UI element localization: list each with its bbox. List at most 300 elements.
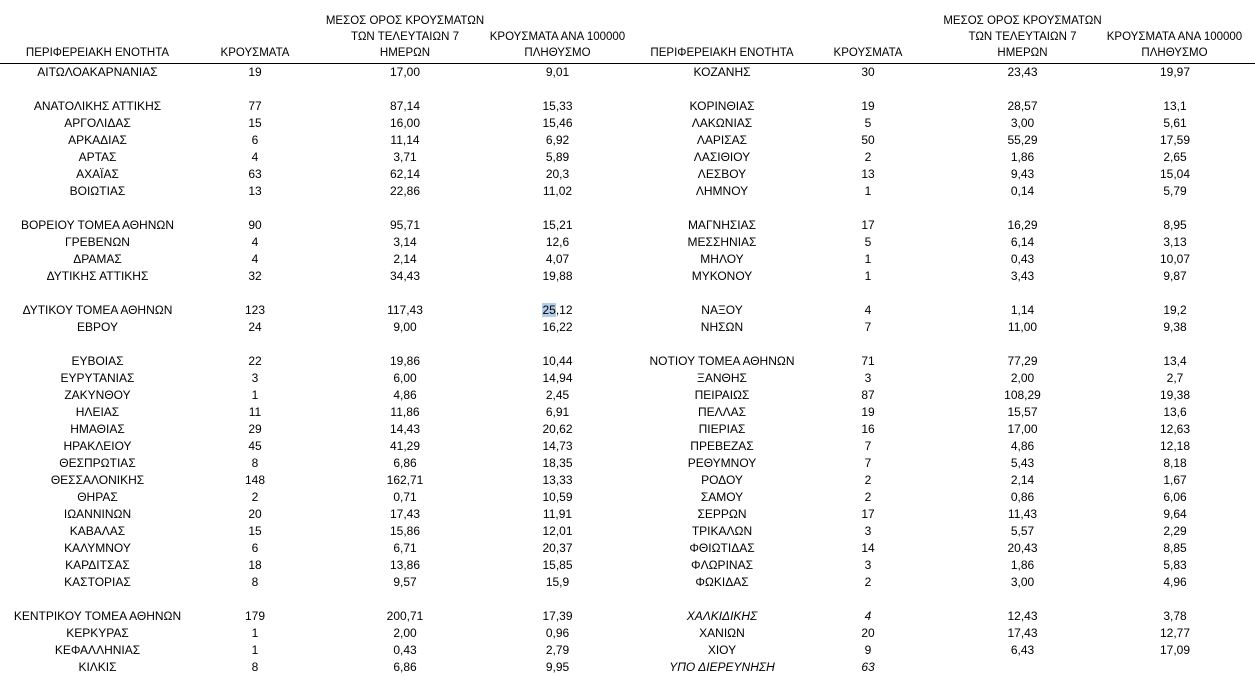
cell-per100k-right[interactable]: 8,95: [1163, 218, 1187, 232]
cell-cases-left[interactable]: 148: [244, 473, 266, 487]
cell-per100k-right[interactable]: 1,67: [1163, 473, 1187, 487]
table-row: [0, 64, 1255, 81]
cell-per100k-left[interactable]: 2,45: [545, 388, 570, 402]
cell-region-left[interactable]: ΘΕΣΠΡΩΤΙΑΣ: [59, 456, 136, 470]
cell-avg-left[interactable]: 11,14: [390, 133, 420, 147]
header-avg-line3: ΗΜΕΡΩΝ: [997, 47, 1048, 59]
cell-per100k-left[interactable]: 14,94: [542, 371, 573, 385]
cell-region-right[interactable]: ΡΟΔΟΥ: [701, 473, 743, 487]
cell-region-right[interactable]: ΠΕΛΛΑΣ: [697, 405, 747, 419]
table-row: [0, 268, 1255, 285]
cell-cases-left[interactable]: 18: [248, 558, 262, 572]
cell-region-right[interactable]: ΛΑΡΙΣΑΣ: [696, 133, 748, 147]
cell-region-left[interactable]: ΓΡΕΒΕΝΩΝ: [65, 235, 130, 249]
cell-per100k-left[interactable]: 20,3: [545, 167, 570, 181]
cell-cases-right[interactable]: 1: [864, 184, 872, 198]
table-row: [0, 387, 1255, 404]
cell-region-right[interactable]: ΦΛΩΡΙΝΑΣ: [691, 558, 753, 572]
cell-per100k-right[interactable]: 19,2: [1163, 303, 1187, 317]
cell-per100k-left[interactable]: 0,96: [545, 626, 570, 640]
cell-region-right[interactable]: ΧΑΝΙΩΝ: [699, 626, 745, 640]
cell-region-left[interactable]: ΚΑΡΔΙΤΣΑΣ: [65, 558, 130, 572]
cell-cases-right[interactable]: 3: [864, 371, 872, 385]
cell-region-right[interactable]: ΚΟΡΙΝΘΙΑΣ: [689, 99, 755, 113]
header-avg-line2: ΤΩΝ ΤΕΛΕΥΤΑΙΩΝ 7: [351, 31, 459, 43]
cell-region-left[interactable]: ΘΕΣΣΑΛΟΝΙΚΗΣ: [50, 473, 145, 487]
table-header: [0, 13, 1255, 63]
cell-cases-left[interactable]: 179: [244, 609, 266, 623]
cell-avg-left[interactable]: 11,86: [390, 405, 420, 419]
cell-cases-left[interactable]: 4: [251, 235, 259, 249]
cell-region-left[interactable]: ΚΑΛΥΜΝΟΥ: [64, 541, 131, 555]
cell-per100k-left[interactable]: 4,07: [545, 252, 570, 266]
cell-avg-right[interactable]: 17,43: [1007, 626, 1038, 640]
cell-avg-left[interactable]: 17,00: [389, 65, 421, 79]
cell-per100k-right[interactable]: 13,6: [1163, 405, 1187, 419]
cell-cases-right[interactable]: 5: [864, 116, 872, 130]
cell-region-right[interactable]: ΝΗΣΩΝ: [700, 320, 744, 334]
cell-per100k-right[interactable]: 5,61: [1163, 116, 1187, 130]
cell-avg-right[interactable]: 9,43: [1010, 167, 1035, 181]
cell-avg-left[interactable]: 3,14: [393, 235, 417, 249]
cell-region-right[interactable]: ΛΕΣΒΟΥ: [697, 167, 747, 181]
table-row: [0, 523, 1255, 540]
table-row: [0, 319, 1255, 336]
cell-avg-left[interactable]: 6,86: [393, 660, 417, 674]
cell-per100k-right[interactable]: 9,87: [1163, 269, 1187, 283]
cell-avg-left[interactable]: 162,71: [386, 473, 424, 487]
cell-per100k-left[interactable]: 14,73: [542, 439, 573, 453]
cell-cases-left[interactable]: 15: [248, 524, 262, 538]
cell-avg-left[interactable]: 0,71: [393, 490, 417, 504]
cell-region-right[interactable]: ΛΑΣΙΘΙΟΥ: [693, 150, 751, 164]
cell-per100k-left[interactable]: 16,22: [542, 320, 573, 334]
cell-per100k-right[interactable]: 13,1: [1163, 99, 1187, 113]
cell-avg-right[interactable]: 55,29: [1007, 133, 1038, 147]
cell-cases-right[interactable]: 7: [864, 320, 872, 334]
cell-region-left[interactable]: ΒΟΡΕΙΟΥ ΤΟΜΕΑ ΑΘΗΝΩΝ: [20, 218, 175, 232]
cell-per100k-left[interactable]: 6,91: [545, 405, 570, 419]
cell-avg-right[interactable]: 11,00: [1007, 320, 1038, 334]
cell-per100k-left[interactable]: 20,37: [542, 541, 573, 555]
cell-per100k-left[interactable]: 10,44: [542, 354, 573, 368]
table-row: [0, 438, 1255, 455]
cell-region-right[interactable]: ΜΗΛΟΥ: [700, 252, 744, 266]
cell-region-left[interactable]: ΔΥΤΙΚΗΣ ΑΤΤΙΚΗΣ: [46, 269, 149, 283]
cell-cases-left[interactable]: 1: [251, 388, 259, 402]
cell-region-left[interactable]: ΑΡΤΑΣ: [78, 150, 117, 164]
cell-region-left[interactable]: ΚΑΒΑΛΑΣ: [69, 524, 126, 538]
cell-avg-right[interactable]: 6,43: [1010, 643, 1035, 657]
cell-region-left[interactable]: ΗΡΑΚΛΕΙΟΥ: [63, 439, 132, 453]
table-row: [0, 200, 1255, 217]
cell-avg-right[interactable]: 15,57: [1007, 405, 1038, 419]
cell-region-left[interactable]: ΔΡΑΜΑΣ: [73, 252, 122, 266]
cell-region-right[interactable]: ΝΟΤΙΟΥ ΤΟΜΕΑ ΑΘΗΝΩΝ: [649, 354, 795, 368]
cell-cases-left[interactable]: 6: [251, 133, 259, 147]
cell-avg-left[interactable]: 14,43: [389, 422, 421, 436]
cell-avg-left[interactable]: 6,71: [393, 541, 417, 555]
cell-avg-left[interactable]: 95,71: [389, 218, 421, 232]
cell-avg-left[interactable]: 2,00: [393, 626, 417, 640]
cell-cases-left[interactable]: 15: [248, 116, 262, 130]
cell-avg-right[interactable]: 0,43: [1010, 252, 1035, 266]
cell-per100k-left[interactable]: 13,33: [542, 473, 573, 487]
cell-per100k-right[interactable]: 9,64: [1163, 507, 1187, 521]
cell-cases-right[interactable]: 2: [864, 473, 872, 487]
cell-region-left[interactable]: ΕΥΒΟΙΑΣ: [71, 354, 124, 368]
cell-avg-right[interactable]: 23,43: [1007, 65, 1038, 79]
cell-region-left[interactable]: ΕΥΡΥΤΑΝΙΑΣ: [60, 371, 135, 385]
table-row: [0, 302, 1255, 319]
cell-cases-right[interactable]: 1: [864, 252, 872, 266]
cell-avg-left[interactable]: 2,14: [393, 252, 417, 266]
table-row: [0, 506, 1255, 523]
header-avg-line1: ΜΕΣΟΣ ΟΡΟΣ ΚΡΟΥΣΜΑΤΩΝ: [943, 15, 1102, 27]
header-per100k-line2: ΠΛΗΘΥΣΜΟ: [524, 47, 591, 59]
header-region-right: ΠΕΡΙΦΕΡΕΙΑΚΗ ΕΝΟΤΗΤΑ: [650, 47, 794, 59]
table-row: [0, 659, 1255, 676]
cell-per100k-right[interactable]: 12,77: [1159, 626, 1191, 640]
cell-per100k-left[interactable]: 6,92: [545, 133, 570, 147]
cell-per100k-left[interactable]: 17,39: [542, 609, 573, 623]
cell-region-right[interactable]: ΝΑΞΟΥ: [701, 303, 743, 317]
cell-per100k-left[interactable]: 2,79: [545, 643, 570, 657]
table-row: [0, 489, 1255, 506]
cell-cases-right[interactable]: 87: [861, 388, 875, 402]
cell-avg-left[interactable]: 34,43: [389, 269, 421, 283]
cell-region-left[interactable]: ΗΛΕΙΑΣ: [75, 405, 120, 419]
cell-avg-left[interactable]: 15,86: [389, 524, 421, 538]
cell-region-right[interactable]: ΚΟΖΑΝΗΣ: [693, 65, 751, 79]
cell-cases-right[interactable]: 1: [864, 269, 872, 283]
cell-per100k-left[interactable]: 9,95: [545, 660, 570, 674]
cell-region-left[interactable]: ΙΩΑΝΝΙΝΩΝ: [63, 507, 132, 521]
cell-cases-left[interactable]: 4: [251, 252, 259, 266]
cell-region-left[interactable]: ΖΑΚΥΝΘΟΥ: [64, 388, 131, 402]
cell-cases-right[interactable]: 63: [861, 660, 875, 674]
cell-cases-left[interactable]: 11: [248, 405, 262, 419]
table-row: [0, 98, 1255, 115]
cell-cases-left[interactable]: 1: [251, 626, 259, 640]
table-row: [0, 234, 1255, 251]
cell-avg-right[interactable]: 77,29: [1007, 354, 1038, 368]
cell-avg-left[interactable]: 3,71: [393, 150, 417, 164]
table-row: [0, 404, 1255, 421]
cell-cases-right[interactable]: 3: [864, 524, 872, 538]
cell-per100k-right[interactable]: 12,63: [1159, 422, 1191, 436]
header-per100k-line1: ΚΡΟΥΣΜΑΤΑ ΑΝΑ 100000: [489, 31, 626, 43]
cell-cases-right[interactable]: 13: [861, 167, 875, 181]
header-avg-line1: ΜΕΣΟΣ ΟΡΟΣ ΚΡΟΥΣΜΑΤΩΝ: [325, 15, 485, 27]
cell-region-right[interactable]: ΠΙΕΡΙΑΣ: [698, 422, 746, 436]
cell-region-left[interactable]: ΘΗΡΑΣ: [77, 490, 118, 504]
cell-per100k-right[interactable]: 19,38: [1159, 388, 1191, 402]
cell-region-right[interactable]: ΛΑΚΩΝΙΑΣ: [691, 116, 753, 130]
cell-per100k-left[interactable]: 11,91: [542, 507, 573, 521]
cell-per100k-left[interactable]: 15,85: [542, 558, 573, 572]
cell-per100k-left[interactable]: 12,6: [545, 235, 570, 249]
cell-per100k-right[interactable]: 3,78: [1163, 609, 1187, 623]
table-row: [0, 642, 1255, 659]
cell-per100k-right[interactable]: 5,83: [1163, 558, 1187, 572]
cell-per100k-right[interactable]: 2,29: [1163, 524, 1187, 538]
cell-avg-left[interactable]: 0,43: [393, 643, 417, 657]
cell-per100k-left[interactable]: 12,01: [542, 524, 573, 538]
cell-avg-left[interactable]: 117,43: [387, 303, 423, 317]
cell-region-right[interactable]: ΦΘΙΩΤΙΔΑΣ: [689, 541, 755, 555]
cell-cases-left[interactable]: 29: [248, 422, 262, 436]
table-row: [0, 370, 1255, 387]
header-per100k-line1: ΚΡΟΥΣΜΑΤΑ ΑΝΑ 100000: [1106, 31, 1243, 43]
cell-cases-right[interactable]: 7: [864, 456, 872, 470]
table-row: [0, 336, 1255, 353]
cell-region-right[interactable]: ΠΕΙΡΑΙΩΣ: [694, 388, 750, 402]
cell-avg-right[interactable]: 12,43: [1007, 609, 1038, 623]
cell-per100k-left[interactable]: 20,62: [542, 422, 573, 436]
cell-region-right[interactable]: ΥΠΟ ΔΙΕΡΕΥΝΗΣΗ: [669, 660, 775, 674]
cell-per100k-right[interactable]: 2,65: [1163, 150, 1187, 164]
cell-per100k-left[interactable]: 11,02: [542, 184, 573, 198]
cell-region-left[interactable]: ΒΟΙΩΤΙΑΣ: [69, 184, 126, 198]
cell-cases-right[interactable]: 7: [864, 439, 872, 453]
cell-region-right[interactable]: ΡΕΘΥΜΝΟΥ: [687, 456, 757, 470]
cell-avg-right[interactable]: 1,86: [1010, 150, 1035, 164]
header-avg-right: [935, 13, 1110, 61]
header-avg-line3: ΗΜΕΡΩΝ: [379, 47, 431, 59]
cell-cases-left[interactable]: 8: [251, 660, 259, 674]
cell-region-left[interactable]: ΕΒΡΟΥ: [77, 320, 118, 334]
cell-cases-right[interactable]: 20: [861, 626, 875, 640]
cell-region-right[interactable]: ΜΥΚΟΝΟΥ: [691, 269, 753, 283]
cell-avg-right[interactable]: 5,57: [1010, 524, 1035, 538]
cell-region-left[interactable]: ΚΕΡΚΥΡΑΣ: [66, 626, 129, 640]
table-row: [0, 591, 1255, 608]
cell-region-left[interactable]: ΚΑΣΤΟΡΙΑΣ: [64, 575, 131, 589]
cell-avg-left[interactable]: 9,57: [393, 575, 417, 589]
cell-cases-right[interactable]: 50: [861, 133, 875, 147]
cell-avg-right[interactable]: 3,00: [1010, 116, 1035, 130]
cell-per100k-left[interactable]: 15,21: [542, 218, 573, 232]
cell-cases-left[interactable]: 22: [248, 354, 262, 368]
table-row: [0, 472, 1255, 489]
cell-cases-right[interactable]: 2: [864, 150, 872, 164]
header-per100k-right: [1092, 29, 1255, 61]
cell-avg-right[interactable]: 3,43: [1010, 269, 1035, 283]
cell-per100k-left[interactable]: 25,12: [542, 303, 573, 317]
cell-cases-right[interactable]: 2: [864, 490, 872, 504]
cell-cases-right[interactable]: 19: [861, 99, 875, 113]
cell-per100k-left[interactable]: 19,88: [542, 269, 573, 283]
cell-avg-left[interactable]: 87,14: [389, 99, 421, 113]
cell-per100k-right[interactable]: 12,18: [1159, 439, 1191, 453]
cell-cases-left[interactable]: 8: [251, 575, 259, 589]
cell-region-right[interactable]: ΤΡΙΚΑΛΩΝ: [691, 524, 753, 538]
cell-cases-left[interactable]: 19: [248, 65, 262, 79]
cell-avg-left[interactable]: 200,71: [386, 609, 424, 623]
cell-per100k-right[interactable]: 4,96: [1163, 575, 1187, 589]
cell-region-right[interactable]: ΣΕΡΡΩΝ: [697, 507, 747, 521]
cell-region-right[interactable]: ΦΩΚΙΔΑΣ: [695, 575, 749, 589]
cell-avg-right[interactable]: 2,00: [1010, 371, 1035, 385]
cell-per100k-left[interactable]: 15,46: [542, 116, 573, 130]
table-row: [0, 421, 1255, 438]
cell-avg-left[interactable]: 62,14: [389, 167, 421, 181]
cell-region-right[interactable]: ΧΑΛΚΙΔΙΚΗΣ: [686, 609, 758, 623]
cell-region-right[interactable]: ΣΑΜΟΥ: [700, 490, 744, 504]
cell-avg-right[interactable]: 5,43: [1010, 456, 1035, 470]
header-avg-line2: ΤΩΝ ΤΕΛΕΥΤΑΙΩΝ 7: [968, 31, 1077, 43]
cell-avg-right[interactable]: 16,29: [1007, 218, 1038, 232]
cell-region-left[interactable]: ΚΙΛΚΙΣ: [78, 660, 117, 674]
cell-per100k-right[interactable]: 10,07: [1159, 252, 1191, 266]
cell-avg-left[interactable]: 17,43: [389, 507, 421, 521]
cell-per100k-right[interactable]: 2,7: [1166, 371, 1184, 385]
cell-cases-left[interactable]: 90: [248, 218, 262, 232]
cell-avg-right[interactable]: 2,14: [1010, 473, 1035, 487]
cell-region-right[interactable]: ΜΕΣΣΗΝΙΑΣ: [687, 235, 757, 249]
cell-avg-left[interactable]: 6,00: [393, 371, 417, 385]
header-cases-left: ΚΡΟΥΣΜΑΤΑ: [220, 47, 290, 59]
cell-cases-right[interactable]: 9: [864, 643, 872, 657]
cell-avg-right[interactable]: 0,14: [1010, 184, 1035, 198]
cell-avg-right[interactable]: 3,00: [1010, 575, 1035, 589]
table-row: [0, 217, 1255, 234]
cell-region-right[interactable]: ΛΗΜΝΟΥ: [695, 184, 749, 198]
cell-per100k-right[interactable]: 8,85: [1163, 541, 1187, 555]
header-cases-right: ΚΡΟΥΣΜΑΤΑ: [833, 47, 903, 59]
cell-avg-right[interactable]: 108,29: [1004, 388, 1041, 402]
cell-per100k-right[interactable]: 3,13: [1163, 235, 1187, 249]
cell-region-left[interactable]: ΔΥΤΙΚΟΥ ΤΟΜΕΑ ΑΘΗΝΩΝ: [22, 303, 173, 317]
cell-avg-left[interactable]: 6,86: [393, 456, 417, 470]
cell-region-left[interactable]: ΑΡΓΟΛΙΔΑΣ: [64, 116, 131, 130]
cell-avg-right[interactable]: 17,00: [1007, 422, 1038, 436]
table-row: [0, 251, 1255, 268]
cell-cases-left[interactable]: 2: [251, 490, 259, 504]
cell-cases-left[interactable]: 63: [248, 167, 262, 181]
cell-region-right[interactable]: ΞΑΝΘΗΣ: [697, 371, 747, 385]
cell-avg-left[interactable]: 22,86: [389, 184, 421, 198]
cell-cases-right[interactable]: 16: [861, 422, 875, 436]
text-selection[interactable]: 25: [542, 303, 556, 317]
cell-per100k-right[interactable]: 5,79: [1163, 184, 1187, 198]
cell-cases-left[interactable]: 20: [248, 507, 262, 521]
cell-avg-right[interactable]: 20,43: [1007, 541, 1038, 555]
cell-region-left[interactable]: ΑΧΑΪΑΣ: [76, 167, 119, 181]
cell-cases-left[interactable]: 1: [251, 643, 259, 657]
cell-cases-left[interactable]: 6: [251, 541, 259, 555]
header-avg-left: [320, 13, 490, 61]
cell-cases-left[interactable]: 13: [248, 184, 262, 198]
table-row: [0, 285, 1255, 302]
cell-cases-right[interactable]: 2: [864, 575, 872, 589]
cell-per100k-left[interactable]: 15,33: [542, 99, 573, 113]
cell-region-right[interactable]: ΧΙΟΥ: [707, 643, 737, 657]
cell-region-left[interactable]: ΑΙΤΩΛΟΑΚΑΡΝΑΝΙΑΣ: [37, 65, 158, 79]
cell-per100k-right[interactable]: 17,59: [1159, 133, 1191, 147]
cell-avg-left[interactable]: 9,00: [393, 320, 417, 334]
cell-per100k-right[interactable]: 15,04: [1159, 167, 1191, 181]
table-row: [0, 166, 1255, 183]
cell-avg-right[interactable]: 0,86: [1010, 490, 1035, 504]
cell-region-left[interactable]: ΚΕΝΤΡΙΚΟΥ ΤΟΜΕΑ ΑΘΗΝΩΝ: [13, 609, 182, 623]
cell-cases-left[interactable]: 32: [248, 269, 262, 283]
cell-cases-right[interactable]: 5: [864, 235, 872, 249]
cell-cases-right[interactable]: 3: [864, 558, 872, 572]
cell-avg-left[interactable]: 4,86: [393, 388, 417, 402]
cell-avg-right[interactable]: 6,14: [1010, 235, 1035, 249]
table-row: [0, 574, 1255, 591]
cell-region-left[interactable]: ΑΝΑΤΟΛΙΚΗΣ ΑΤΤΙΚΗΣ: [33, 99, 162, 113]
cell-region-right[interactable]: ΜΑΓΝΗΣΙΑΣ: [687, 218, 757, 232]
header-per100k-line2: ΠΛΗΘΥΣΜΟ: [1141, 47, 1208, 59]
table-row: [0, 557, 1255, 574]
table-row: [0, 540, 1255, 557]
cell-per100k-right[interactable]: 19,97: [1159, 65, 1191, 79]
cell-per100k-left[interactable]: 9,01: [545, 65, 570, 79]
cell-avg-right[interactable]: 28,57: [1007, 99, 1038, 113]
table-row: [0, 149, 1255, 166]
header-per100k-left: [475, 29, 640, 61]
cell-per100k-left[interactable]: 5,89: [545, 150, 570, 164]
table-row: [0, 183, 1255, 200]
table-row: [0, 625, 1255, 642]
cell-per100k-right[interactable]: 17,09: [1159, 643, 1191, 657]
cell-cases-left[interactable]: 77: [248, 99, 262, 113]
cell-cases-right[interactable]: 71: [861, 354, 875, 368]
cell-cases-right[interactable]: 30: [861, 65, 875, 79]
cell-cases-left[interactable]: 4: [251, 150, 259, 164]
cell-cases-left[interactable]: 45: [248, 439, 262, 453]
cell-avg-left[interactable]: 16,00: [389, 116, 421, 130]
cell-cases-left[interactable]: 24: [248, 320, 262, 334]
cell-cases-left[interactable]: 123: [244, 303, 266, 317]
cell-avg-left[interactable]: 13,86: [389, 558, 421, 572]
cell-cases-right[interactable]: 14: [861, 541, 875, 555]
table-row: [0, 81, 1255, 98]
cell-cases-right[interactable]: 19: [861, 405, 875, 419]
header-region-left: ΠΕΡΙΦΕΡΕΙΑΚΗ ΕΝΟΤΗΤΑ: [25, 47, 170, 59]
cell-avg-right[interactable]: 1,86: [1010, 558, 1035, 572]
table-row: [0, 132, 1255, 149]
cell-per100k-right[interactable]: 6,06: [1163, 490, 1187, 504]
cell-per100k-right[interactable]: 13,4: [1163, 354, 1187, 368]
cell-cases-right[interactable]: 17: [861, 218, 875, 232]
cell-cases-right[interactable]: 17: [861, 507, 875, 521]
cell-per100k-left[interactable]: 10,59: [542, 490, 573, 504]
cell-avg-right[interactable]: 1,14: [1010, 303, 1035, 317]
table-row: [0, 455, 1255, 472]
cell-cases-left[interactable]: 3: [251, 371, 259, 385]
cell-cases-right[interactable]: 4: [864, 609, 872, 623]
cell-per100k-left[interactable]: 15,9: [545, 575, 570, 589]
cell-avg-left[interactable]: 19,86: [389, 354, 421, 368]
cell-avg-right[interactable]: 11,43: [1007, 507, 1038, 521]
cell-region-right[interactable]: ΠΡΕΒΕΖΑΣ: [690, 439, 754, 453]
cell-per100k-right[interactable]: 9,38: [1163, 320, 1187, 334]
cell-cases-left[interactable]: 8: [251, 456, 259, 470]
cell-cases-right[interactable]: 4: [864, 303, 872, 317]
cell-region-left[interactable]: ΚΕΦΑΛΛΗΝΙΑΣ: [54, 643, 141, 657]
cell-per100k-left[interactable]: 18,35: [542, 456, 573, 470]
cell-per100k-right[interactable]: 8,18: [1163, 456, 1187, 470]
cell-region-left[interactable]: ΗΜΑΘΙΑΣ: [70, 422, 125, 436]
cell-avg-right[interactable]: 4,86: [1010, 439, 1035, 453]
table-row: [0, 115, 1255, 132]
cell-avg-left[interactable]: 41,29: [389, 439, 421, 453]
cell-region-left[interactable]: ΑΡΚΑΔΙΑΣ: [68, 133, 127, 147]
